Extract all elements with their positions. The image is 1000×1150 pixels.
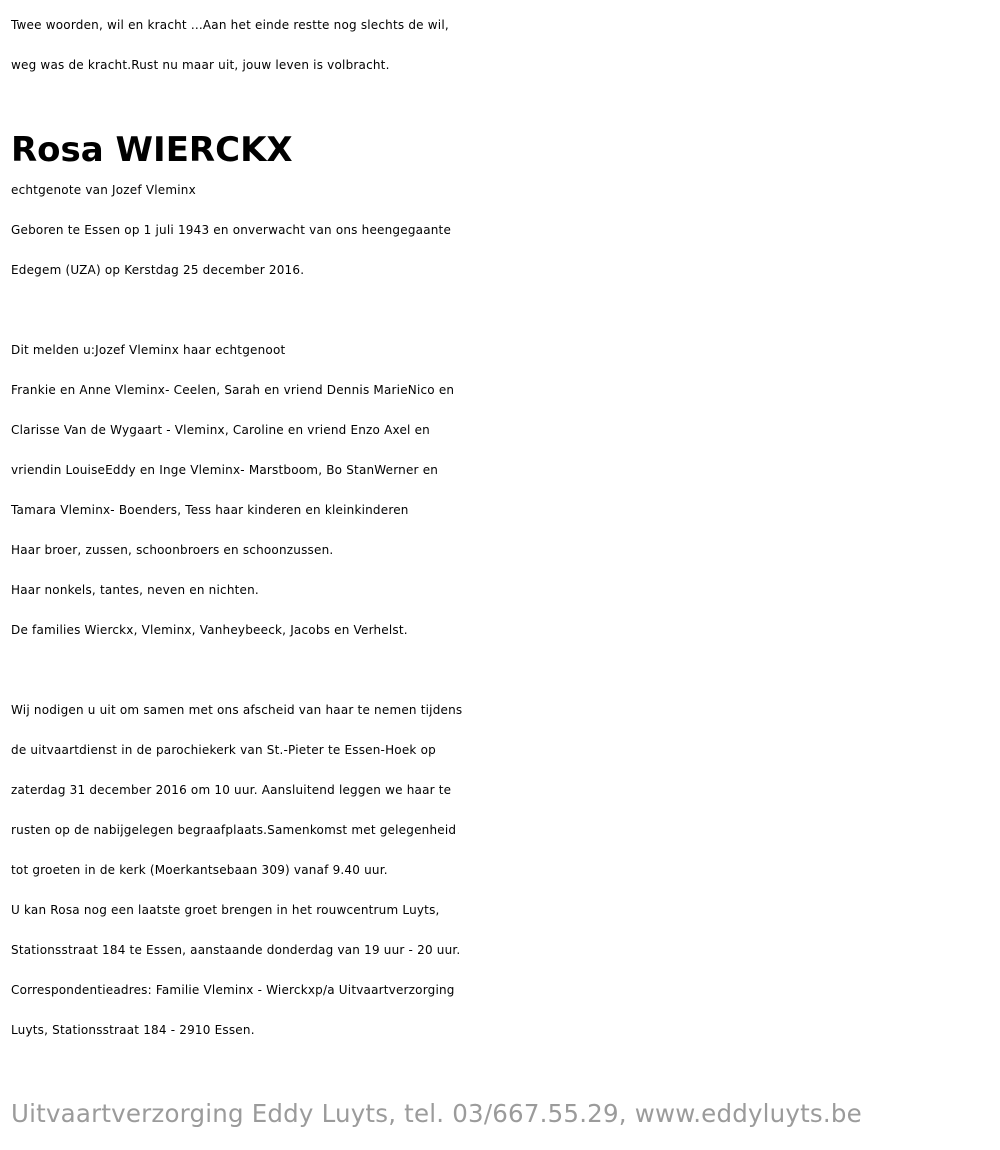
service-line: tot groeten in de kerk (Moerkantsebaan 309) vanaf 9.40 uur. xyxy=(11,863,388,877)
service-line: Stationsstraat 184 te Essen, aanstaande donderdag van 19 uur - 20 uur. xyxy=(11,943,461,957)
deceased-name: Rosa WIERCKX xyxy=(11,130,293,170)
service-line: de uitvaartdienst in de parochiekerk van St.-Pieter te Essen-Hoek op xyxy=(11,743,436,757)
motto-line: weg was de kracht.Rust nu maar uit, jouw leven is volbracht. xyxy=(11,58,390,72)
spacer xyxy=(11,290,1000,330)
service-line: Wij nodigen u uit om samen met ons afscheid van haar te nemen tijdens xyxy=(11,703,463,717)
family-line: Clarisse Van de Wygaart - Vleminx, Caroline en vriend Enzo Axel en xyxy=(11,423,430,437)
family-block xyxy=(11,330,1000,650)
funeral-home-footer: Uitvaartverzorging Eddy Luyts, tel. 03/667.55.29, www.eddyluyts.be xyxy=(11,1099,862,1128)
spacer xyxy=(11,650,1000,690)
motto-line: Twee woorden, wil en kracht ...Aan het einde restte nog slechts de wil, xyxy=(11,18,449,32)
family-line: Dit melden u:Jozef Vleminx haar echtgenoot xyxy=(11,343,286,357)
intro-line: Geboren te Essen op 1 juli 1943 en onverwacht van ons heengegaante xyxy=(11,223,452,237)
service-block xyxy=(11,690,1000,1050)
intro-line: echtgenote van Jozef Vleminx xyxy=(11,183,196,197)
service-line: Correspondentieadres: Familie Vleminx - Wierckxp/a Uitvaartverzorging xyxy=(11,983,455,997)
intro-line: Edegem (UZA) op Kerstdag 25 december 2016. xyxy=(11,263,305,277)
service-line: U kan Rosa nog een laatste groet brengen in het rouwcentrum Luyts, xyxy=(11,903,440,917)
family-line: De families Wierckx, Vleminx, Vanheybeeck, Jacobs en Verhelst. xyxy=(11,623,408,637)
motto-block xyxy=(11,5,1000,85)
family-line: Tamara Vleminx- Boenders, Tess haar kinderen en kleinkinderen xyxy=(11,503,409,517)
family-line: Haar broer, zussen, schoonbroers en schoonzussen. xyxy=(11,543,334,557)
family-line: Frankie en Anne Vleminx- Ceelen, Sarah en vriend Dennis MarieNico en xyxy=(11,383,455,397)
family-line: Haar nonkels, tantes, neven en nichten. xyxy=(11,583,259,597)
family-line: vriendin LouiseEddy en Inge Vleminx- Marstboom, Bo StanWerner en xyxy=(11,463,439,477)
service-line: Luyts, Stationsstraat 184 - 2910 Essen. xyxy=(11,1023,255,1037)
intro-block xyxy=(11,170,1000,290)
service-line: zaterdag 31 december 2016 om 10 uur. Aansluitend leggen we haar te xyxy=(11,783,452,797)
service-line: rusten op de nabijgelegen begraafplaats.Samenkomst met gelegenheid xyxy=(11,823,457,837)
